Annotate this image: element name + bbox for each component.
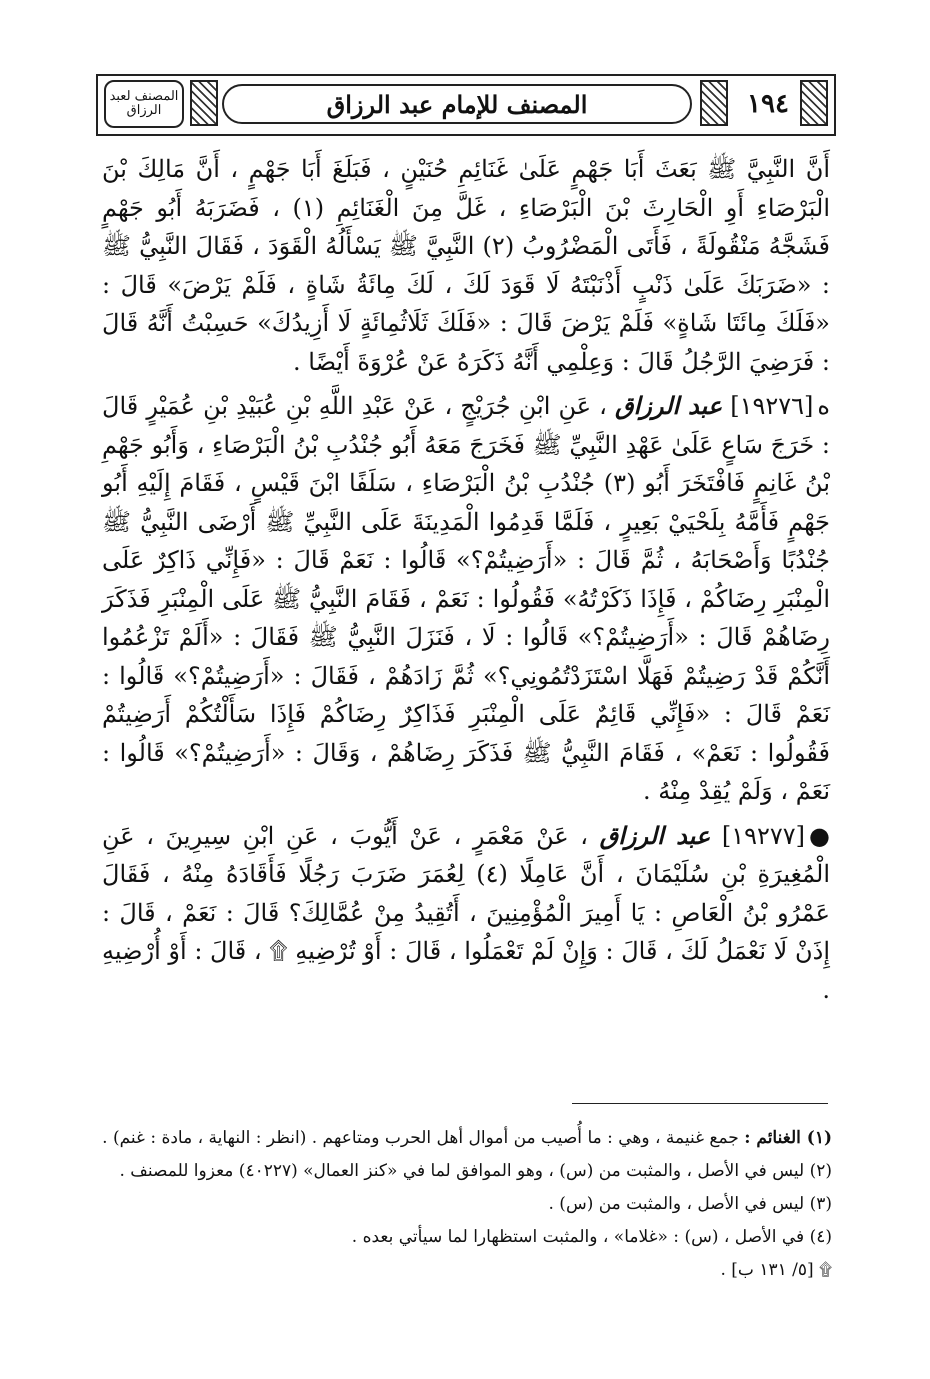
footnote-divider <box>572 1103 828 1104</box>
page-header <box>96 74 836 136</box>
footnote <box>102 1122 832 1155</box>
paragraph <box>102 150 830 381</box>
hadith-entry <box>102 387 830 811</box>
ornament-icon <box>800 80 828 126</box>
footnote <box>102 1155 832 1188</box>
paragraph-text: ، عَنِ ابْنِ جُرَيْجٍ ، عَنْ عَبْدِ اللَّهِ بْنِ عُبَيْدِ بْنِ عُمَيْرٍ قَالَ : خَرَجَ سَاعٍ عَلَىٰ عَهْدِ النَّبِيِّ ﷺ فَخَرَجَ مَعَهُ أَبُو جُنْدُبِ بْنُ الْبَرْصَاءِ ، وَأَبُو جَهْمِ بْنُ غَانِمٍ فَافْتَخَرَ أَبُو (٣) جُنْدُبِ بْنُ الْبَرْصَاءِ ، سَلَفًا ابْنَ قَيْسٍ ، فَقَامَ إِلَيْهِ أَبُو جَهْمٍ فَأَمَّهُ بِلَحْيَيْ بَعِيرٍ ، فَلَمَّا قَدِمُوا الْمَدِينَةَ عَلَى النَّبِيِّ ﷺ أَرْضَى النَّبِيُّ ﷺ جُنْدُبًا وَأَصْحَابَهُ ، ثُمَّ قَالَ : «أَرَضِيتُمْ؟» قَالُوا : نَعَمْ قَالَ : «فَإِنِّي ذَاكِرٌ عَلَى الْمِنْبَرِ رِضَاكُمْ ، فَإِذَا ذَكَرْتُهُ» فَقُولُوا : نَعَمْ ، فَقَامَ النَّبِيُّ ﷺ عَلَى الْمِنْبَرِ فَذَكَرَ رِضَاهُمْ قَالَ : «أَرَضِيتُمْ؟» قَالُوا : لَا ، فَنَزَلَ النَّبِيُّ ﷺ فَقَالَ : «أَلَمْ تَزْعُمُوا أَنَّكُمْ قَدْ رَضِيتُمْ فَهَلَّا اسْتَزَدْتُمُونِي؟» ثُمَّ زَادَهُمْ ، فَقَالَ : «أَرَضِيتُمْ؟» قَالُوا : نَعَمْ قَالَ : «فَإِنِّي قَائِمٌ عَلَى الْمِنْبَرِ فَذَاكِرٌ رِضَاكُمْ فَإِذَا سَأَلْتُكُمْ أَرَضِيتُمْ فَقُولُوا : نَعَمْ» ، فَقَامَ النَّبِيُّ ﷺ فَذَكَرَ رِضَاهُمْ ، وَقَالَ : «أَرَضِيتُمْ؟» قَالُوا : نَعَمْ ، وَلَمْ يُقِدْ مِنْهُ . <box>102 392 830 805</box>
running-title: المصنف للإمام عبد الرزاق <box>222 84 692 124</box>
ornament-icon <box>190 80 218 126</box>
footnote <box>102 1221 832 1254</box>
footnote-text: (٤) في الأصل ، (س) : «غلاما» ، والمثبت استظهارا لما سيأتي بعده . <box>351 1227 832 1247</box>
entry-marker: ● <box>809 821 830 850</box>
hadith-number: [١٩٢٧٧] <box>721 821 806 850</box>
footnote-text: (٣) ليس في الأصل ، والمثبت من (س) . <box>548 1194 832 1214</box>
page-number: ١٩٤ <box>747 89 789 119</box>
footnote <box>102 1188 832 1221</box>
paragraph-text: أَنَّ النَّبِيَّ ﷺ بَعَثَ أَبَا جَهْمٍ عَلَىٰ غَنَائِمِ حُنَيْنٍ ، فَبَلَغَ أَبَا جَهْمٍ ، أَنَّ مَالِكَ بْنَ الْبَرْصَاءِ أَوِ الْحَارِثَ بْنَ الْبَرْصَاءِ ، غَلَّ مِنَ الْغَنَائِمِ (١) ، فَضَرَبَهُ أَبُو جَهْمٍ فَشَجَّهُ مَنْقُولَةً ، فَأَتَى الْمَضْرُوبُ (٢) النَّبِيَّ ﷺ يَسْأَلُهُ الْقَوَدَ ، فَقَالَ النَّبِيُّ ﷺ : «ضَرَبَكَ عَلَىٰ ذَنْبٍ أَذْنَبْتَهُ لَا قَوَدَ لَكَ ، لَكَ مِائَةُ شَاةٍ ، فَلَمْ يَرْضَ» قَالَ : «فَلَكَ مِائَتَا شَاةٍ» فَلَمْ يَرْضَ قَالَ : «فَلَكَ ثَلَاثُمِائَةٍ لَا أَزِيدُكَ» حَسِبْتُ أَنَّهُ قَالَ : فَرَضِيَ الرَّجُلُ قَالَ : وَعِلْمِي أَنَّهُ ذَكَرَهُ عَنْ عُرْوَةَ أَيْضًا . <box>102 155 831 376</box>
hadith-entry <box>102 817 830 1010</box>
footnote-term: (١) الغنائم : <box>744 1128 832 1148</box>
main-text <box>102 150 830 1015</box>
paragraph-text: ، عَنْ مَعْمَرٍ ، عَنْ أَيُّوبَ ، عَنِ ابْنِ سِيرِينَ ، عَنِ الْمُغِيرَةِ بْنِ سُلَيْمَانَ ، أَنَّ عَامِلًا (٤) لِعُمَرَ ضَرَبَ رَجُلًا فَأَقَادَهُ مِنْهُ ، فَقَالَ عَمْرُو بْنُ الْعَاصِ : يَا أَمِيرَ الْمُؤْمِنِينَ ، أَتُقِيدُ مِنْ عُمَّالِكَ؟ قَالَ : نَعَمْ ، قَالَ : إِذَنْ لَا نَعْمَلُ لَكَ ، قَالَ : وَإِنْ لَمْ تَعْمَلُوا ، قَالَ : أَوْ تُرْضِيهِ ۩ ، قَالَ : أَوْ أُرْضِيهِ . <box>102 821 830 1004</box>
ornament-icon <box>700 80 728 126</box>
entry-marker: ه <box>817 392 830 420</box>
narrator-name: عبد الرزاق <box>615 391 723 420</box>
footnotes <box>102 1122 832 1287</box>
footnote <box>102 1254 832 1287</box>
footnote-text: (٢) ليس في الأصل ، والمثبت من (س) ، وهو الموافق لما في «كنز العمال» (٤٠٢٢٧) معزوا للمصنف . <box>119 1161 832 1181</box>
footnote-text: ۩ [٥/ ١٣١ ب] . <box>720 1260 832 1280</box>
book-seal: المصنف لعبد الرزاق <box>104 80 184 128</box>
hadith-number: [١٩٢٧٦] <box>730 392 814 420</box>
narrator-name: عبد الرزاق <box>599 820 711 850</box>
footnote-text: جمع غنيمة ، وهي : ما أُصيب من أموال أهل الحرب ومتاعهم . (انظر : النهاية ، مادة : غنم) . <box>102 1128 745 1148</box>
